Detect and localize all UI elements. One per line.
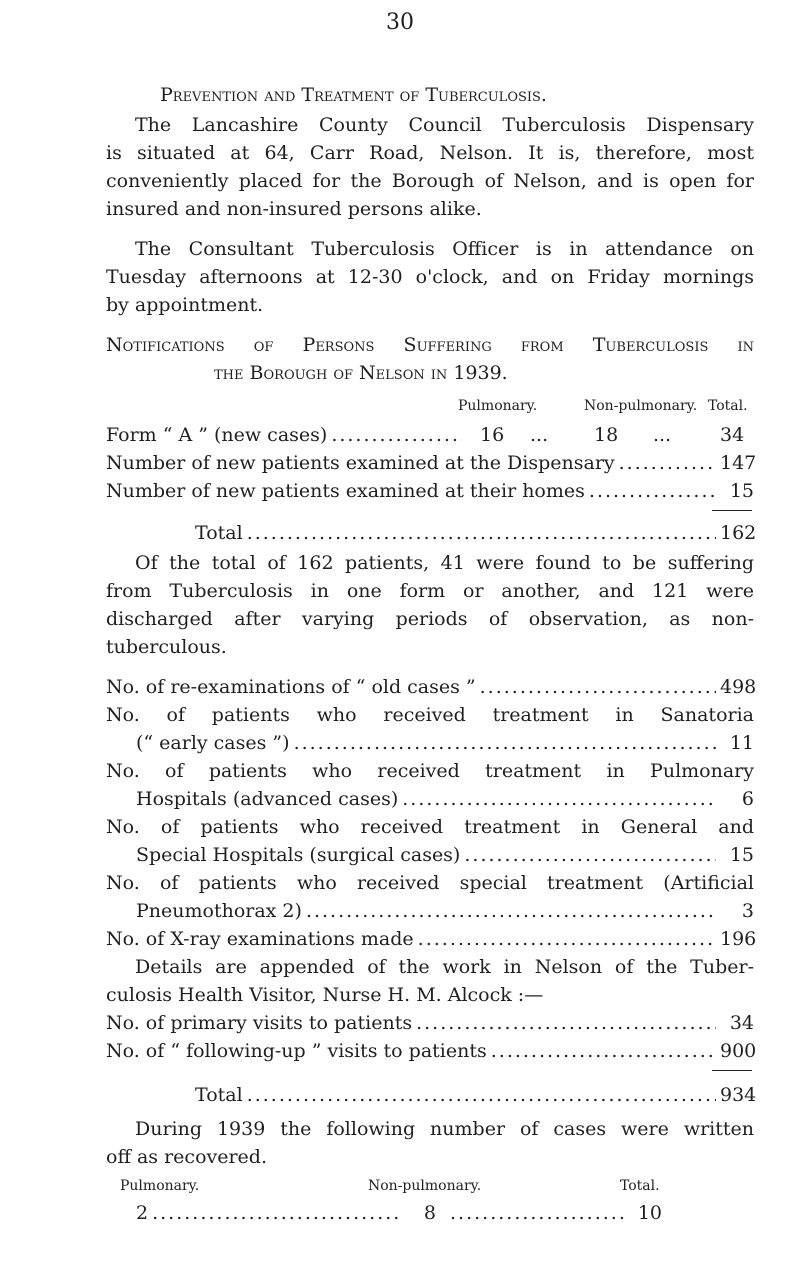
stats-row-line: No. of patients who received treatment in General and: [106, 816, 754, 838]
stats-row: [106, 898, 754, 924]
stats-row: [106, 842, 754, 868]
stats-row: [106, 730, 754, 756]
total-rule: [712, 510, 752, 511]
written-off-pulmonary: 2: [136, 1202, 149, 1224]
total-value: 934: [720, 1084, 757, 1106]
total-value: 162: [720, 522, 757, 544]
row-value: 15: [729, 844, 754, 866]
paragraph-line: conveniently placed for the Borough of Nelson, and is open for: [106, 170, 754, 192]
stats-row-line: No. of patients who received treatment in Sanatoria: [106, 704, 754, 726]
section-title-notifications: Notifications of Persons Suffering from Tuberculosis in: [106, 334, 754, 356]
form-a-row: [106, 422, 466, 448]
row-value: 498: [720, 676, 757, 698]
row-label: (“ early cases ”): [136, 732, 290, 754]
leader-dots: [464, 842, 716, 868]
details-row: [106, 1010, 754, 1036]
paragraph-line: discharged after varying periods of observation, as non-: [106, 608, 754, 630]
column-header-pulmonary: Pulmonary.: [120, 1178, 200, 1194]
notifications-row: [106, 478, 754, 504]
row-label: No. of re-examinations of “ old cases ”: [106, 676, 476, 698]
row-value: 34: [729, 1012, 754, 1034]
written-off-total-cell: [446, 1200, 662, 1226]
stats-row: [106, 926, 757, 952]
leader-dots: [589, 478, 716, 504]
total-label: Total: [195, 522, 243, 544]
paragraph-line: The Lancashire County Council Tuberculosis Dispensary: [135, 114, 754, 136]
form-a-non-pulmonary: 18: [594, 424, 619, 446]
form-a-total: 34: [720, 424, 745, 446]
row-value: 11: [729, 732, 754, 754]
leader-dots: [247, 1082, 716, 1108]
row-value: 3: [741, 900, 754, 922]
column-header-total: Total.: [620, 1178, 660, 1194]
leader-dots: [152, 1200, 398, 1226]
row-label: Pneumothorax 2): [136, 900, 302, 922]
leader-dots: [450, 1200, 624, 1226]
row-label: Hospitals (advanced cases): [136, 788, 399, 810]
leader-dots: [491, 1038, 716, 1064]
leader-dots: [294, 730, 716, 756]
leader-dots: [619, 450, 716, 476]
column-header-total: Total.: [708, 398, 748, 414]
paragraph-line: Details are appended of the work in Nelson of the Tuber-: [135, 956, 754, 978]
paragraph-line: from Tuberculosis in one form or another, and 121 were: [106, 580, 754, 602]
section-title-prevention: Prevention and Treatment of Tuberculosis.: [160, 84, 547, 106]
page-number: 30: [386, 10, 414, 35]
details-row: [106, 1038, 757, 1064]
stats-row-line: No. of patients who received treatment in Pulmonary: [106, 760, 754, 782]
written-off-pulmonary-cell: [136, 1200, 436, 1226]
section-title-notifications-line2: the Borough of Nelson in 1939.: [214, 362, 508, 384]
written-off-non-pulmonary: 8: [423, 1202, 436, 1224]
row-label: No. of “ following-up ” visits to patients: [106, 1040, 487, 1062]
written-off-total: 10: [637, 1202, 662, 1224]
paragraph-line: culosis Health Visitor, Nurse H. M. Alcock :—: [106, 984, 544, 1006]
row-label: Number of new patients examined at their homes: [106, 480, 585, 502]
paragraph-line: Of the total of 162 patients, 41 were found to be suffering: [135, 552, 754, 574]
column-header-non-pulmonary: Non-pulmonary.: [584, 398, 698, 414]
paragraph-line: The Consultant Tuberculosis Officer is in attendance on: [135, 238, 754, 260]
row-label: No. of primary visits to patients: [106, 1012, 413, 1034]
details-total-row: [195, 1082, 757, 1108]
paragraph-line: During 1939 the following number of cases were written: [135, 1118, 754, 1140]
row-label: No. of X-ray examinations made: [106, 928, 414, 950]
row-label: Special Hospitals (surgical cases): [136, 844, 461, 866]
form-a-pulmonary: 16: [480, 424, 505, 446]
row-value: 196: [720, 928, 757, 950]
leader-dots: [306, 898, 716, 924]
paragraph-line: is situated at 64, Carr Road, Nelson. It is, therefore, most: [106, 142, 754, 164]
total-rule: [712, 1070, 752, 1071]
row-label: Number of new patients examined at the Dispensary: [106, 452, 615, 474]
paragraph-line: insured and non-insured persons alike.: [106, 198, 482, 220]
leader-dots: [416, 1010, 716, 1036]
notifications-total-row: [195, 520, 757, 546]
paragraph-line: by appointment.: [106, 294, 264, 316]
leader-dots: [480, 674, 716, 700]
leader-dots: [331, 422, 462, 448]
total-label: Total: [195, 1084, 243, 1106]
leader-dots: [418, 926, 716, 952]
paragraph-line: Tuesday afternoons at 12-30 o'clock, and on Friday mornings: [106, 266, 754, 288]
row-value: 15: [729, 480, 754, 502]
notifications-row: [106, 450, 757, 476]
leader-dots: [247, 520, 716, 546]
leader-dots-short: ...: [653, 424, 672, 446]
paragraph-line: tuberculous.: [106, 636, 227, 658]
leader-dots: [402, 786, 716, 812]
row-value: 900: [720, 1040, 757, 1062]
leader-dots-short: ...: [530, 424, 549, 446]
column-header-pulmonary: Pulmonary.: [458, 398, 538, 414]
row-value: 147: [720, 452, 757, 474]
stats-row-line: No. of patients who received special treatment (Artificial: [106, 872, 754, 894]
paragraph-line: off as recovered.: [106, 1146, 268, 1168]
column-header-non-pulmonary: Non-pulmonary.: [368, 1178, 482, 1194]
form-a-label: Form “ A ” (new cases): [106, 424, 328, 446]
stats-row: [106, 674, 757, 700]
row-value: 6: [741, 788, 754, 810]
stats-row: [106, 786, 754, 812]
